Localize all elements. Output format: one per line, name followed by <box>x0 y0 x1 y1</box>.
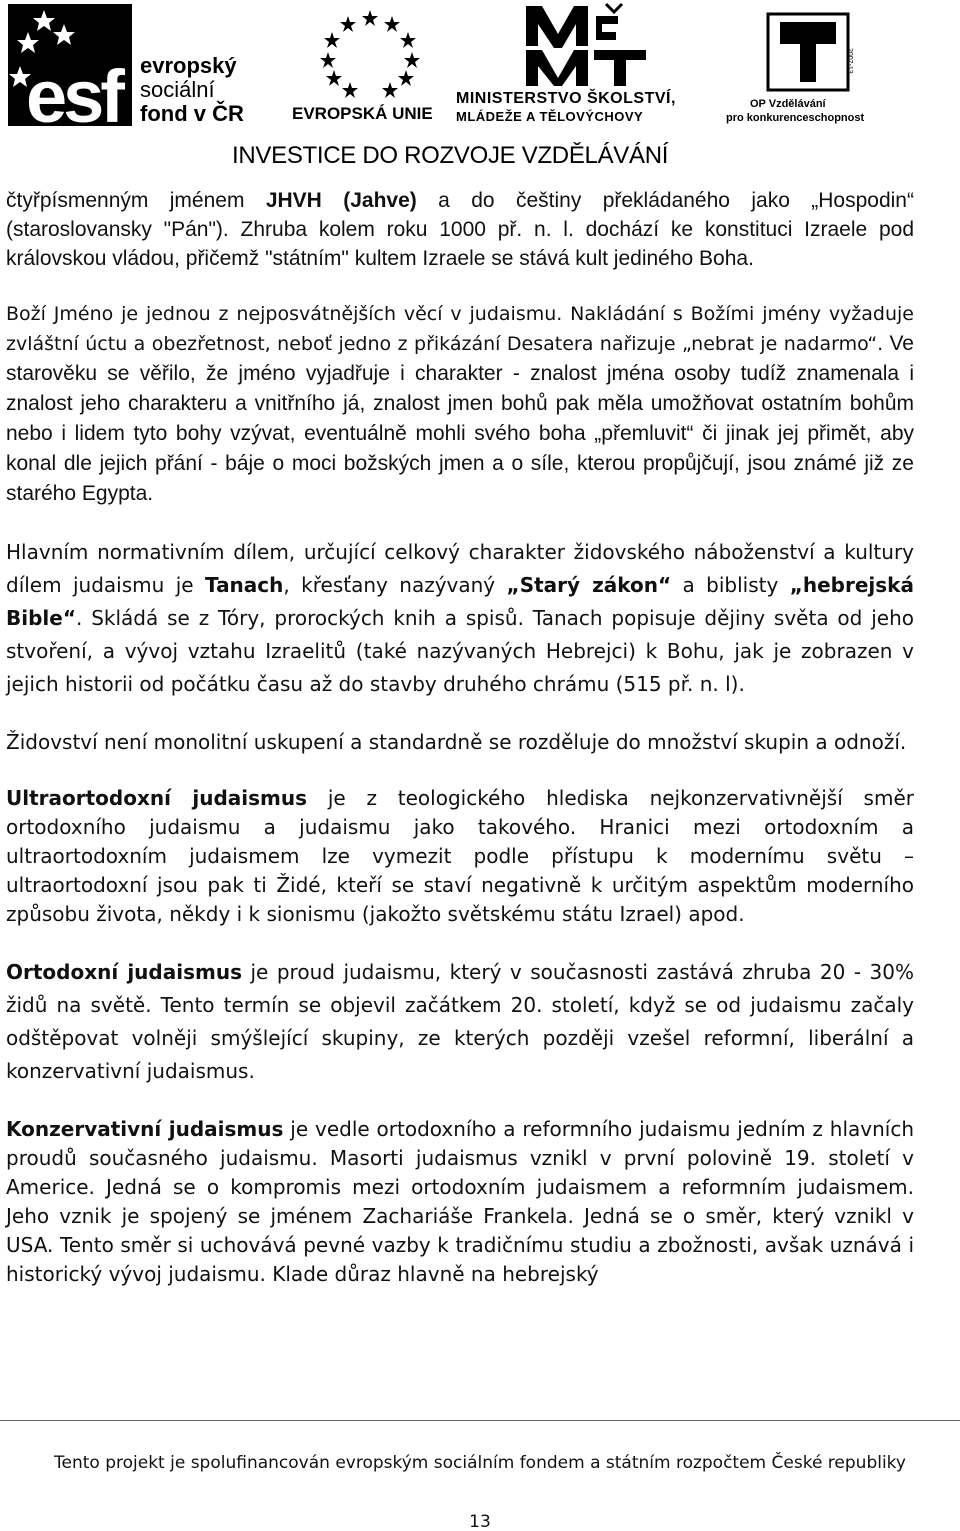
p3-text-g: . Skládá se z Tóry, prorockých knih a spisů. Tanach popisuje dějiny světa od jeho stvoření, a vývoj vztahu Izraelitů (také nazývaných Hebrejci) k Bohu, jak je zobrazen v jejich historii od počátku času až do stavby druhého chrámu (515 př. n. l). <box>6 606 914 696</box>
p6-text-b: je proud judaismu, který v současnosti zastává zhruba 20 - 30% židů na světě. Tento termín se objevil začátkem 20. století, když se od judaismu začaly odštěpovat volněji smýšlející skupiny, ze kterých později vzešel reformní, liberální a konzervativní judaismus. <box>6 960 915 1083</box>
op-emblem-icon <box>760 8 856 96</box>
p4-text-a: Židovství není monolitní uskupení a standardně se rozděluje do množství skupin a odnoží. <box>6 730 907 754</box>
op-line1: OP Vzdělávání <box>750 98 826 110</box>
header-logos <box>0 0 960 178</box>
document-body <box>6 186 914 1289</box>
paragraph-4 <box>6 728 914 757</box>
eu-stars-icon <box>296 4 444 100</box>
paragraph-3 <box>6 536 914 701</box>
esf-logo <box>8 4 280 130</box>
footer-divider <box>0 1420 960 1421</box>
op-line2: pro konkurenceschopnost <box>726 112 865 124</box>
svg-text:esf: esf <box>26 55 121 126</box>
footer-funding-note: Tento projekt je spolufinancován evropským sociálním fondem a státním rozpočtem České republiky <box>54 1453 906 1473</box>
p1-text-a: čtyřpísmenným jménem <box>6 189 266 212</box>
p2-text-b: Ve starověku se věřilo, že jméno vyjadřuje i charakter - znalost jména osoby tudíž znamenala i znalost jeho charakteru a vnitřního já, znalost jmen bohů pak měla umožňovat ostatním bohům nebo i lidem tyto bohy vzývat, eventuálně mohli svého boha „přemluvit“ či jinak jej přimět, aby konal dle jejich přání - báje o moci božských jmen a o síle, kterou propůjčují, jsou známé již ze starého Egypta. <box>6 332 914 505</box>
paragraph-1 <box>6 186 914 273</box>
p1-text-c: a do češtiny překládaného jako „Hospodin“ (staroslovansky "Pán"). Zhruba kolem roku 1000 př. n. l. dochází ke konstituci Izraele pod královskou vládou, přičemž "státním" kultem Izraele se stává kult jediného Boha. <box>6 189 914 270</box>
p1-bold-jhvh: JHVH (Jahve) <box>265 189 417 212</box>
esf-square-icon <box>8 4 132 126</box>
paragraph-2 <box>6 300 914 509</box>
paragraph-6 <box>6 956 914 1088</box>
p3-bold-tanach: Tanach <box>205 573 284 597</box>
esf-line3: fond v ČR <box>140 101 244 126</box>
p5-text-b: je z teologického hlediska nejkonzervativnější směr ortodoxního judaismu a judaismu jako takového. Hranici mezi ortodoxním a ultraortodoxním judaismem lze vymezit podle přístupu k modernímu světu – ultraortodoxní jsou pak ti Židé, kteří se staví negativně k určitým aspektům moderního způsobu života, někdy i k sionismu (jakožto světskému státu Izrael) apod. <box>6 786 914 926</box>
svg-text:2007-13: 2007-13 <box>846 48 853 74</box>
investice-banner: INVESTICE DO ROZVOJE VZDĚLÁVÁNÍ <box>232 142 669 169</box>
msmt-logo <box>456 2 718 130</box>
p3-text-e: a biblisty <box>671 573 790 597</box>
page-number: 13 <box>469 1512 491 1531</box>
msmt-emblem-icon <box>522 2 650 88</box>
p7-text-b: je vedle ortodoxního a reformního judaismu jedním z hlavních proudů současného judaismu. Masorti judaismus vznikl v první polovině 19. století v Americe. Jedná se o kompromis mezi ortodoxním judaismem a reformním judaismem. Jeho vznik je spojený se jménem Zachariáše Frankela. Jedná se o směr, který vznikl v USA. Tento směr si uchovává pevné vazby k tradičnímu studiu a zbožnosti, avšak uznává i historický vývoj judaismu. Klade důraz hlavně na hebrejský <box>6 1117 915 1286</box>
p6-bold-ortodoxni: Ortodoxní judaismus <box>6 960 242 984</box>
msmt-line2: MLÁDEŽE A TĚLOVÝCHOVY <box>456 109 644 124</box>
p3-text-a: Hlavním normativním dílem, určující celkový charakter židovského náboženství a kultury dílem judaismu je <box>6 540 914 597</box>
p5-bold-ultraortodoxni: Ultraortodoxní judaismus <box>6 786 308 810</box>
paragraph-5 <box>6 784 914 929</box>
eu-logo <box>292 4 448 130</box>
esf-label <box>140 54 244 126</box>
p3-bold-hebrejska-bible: „hebrejská Bible“ <box>6 573 914 630</box>
p7-bold-konzervativni: Konzervativní judaismus <box>6 1117 284 1141</box>
esf-line2: sociální <box>140 77 215 102</box>
esf-line1: evropský <box>140 53 237 78</box>
p2-text-a: Boží Jméno je jednou z nejposvátnějších věcí v judaismu. Nakládání s Božími jmény vyžaduje zvláštní úctu a obezřetnost, neboť jedno z přikázání Desatera nařizuje „nebrat je nadarmo“. <box>6 303 914 355</box>
eu-label: EVROPSKÁ UNIE <box>292 104 433 123</box>
p3-text-c: , křesťany nazývaný <box>283 573 507 597</box>
op-logo <box>724 2 894 130</box>
msmt-line1: MINISTERSTVO ŠKOLSTVÍ, <box>456 90 676 107</box>
paragraph-7 <box>6 1115 914 1289</box>
p3-bold-stary-zakon: „Starý zákon“ <box>506 573 672 597</box>
